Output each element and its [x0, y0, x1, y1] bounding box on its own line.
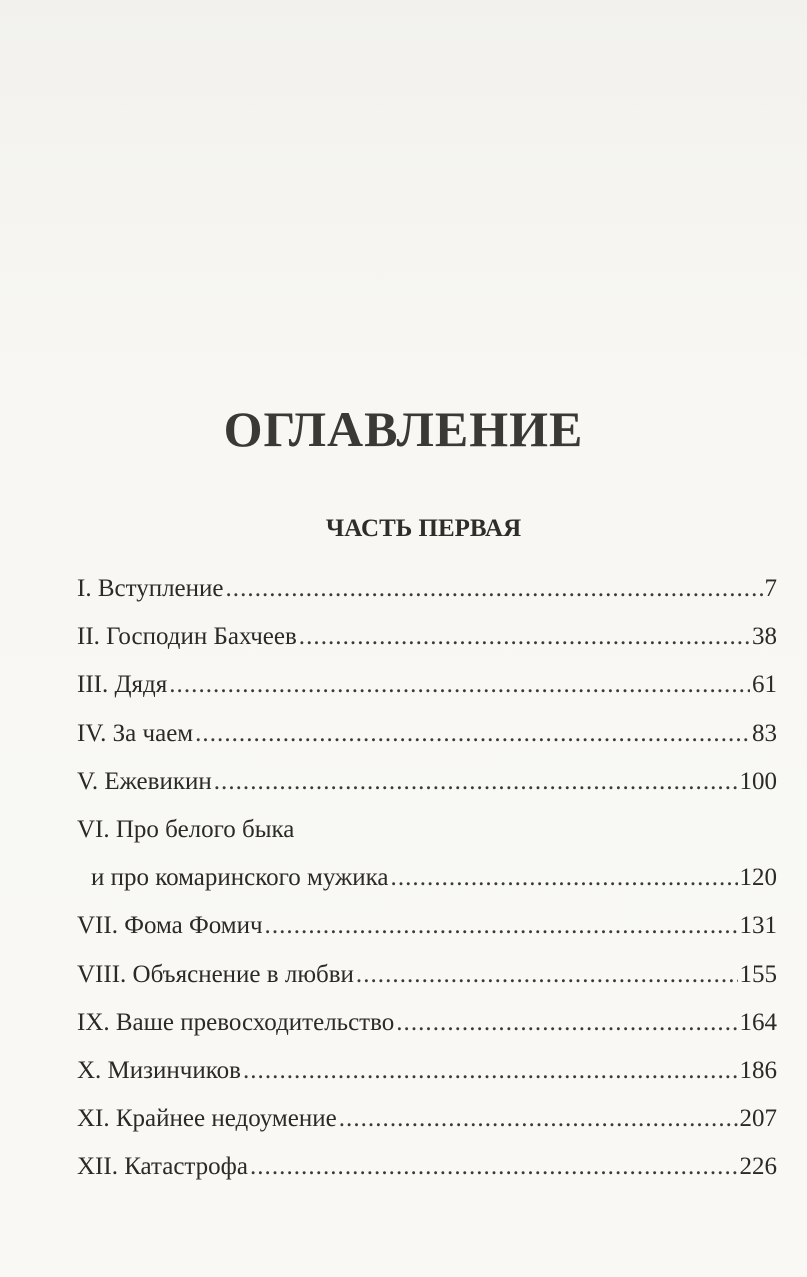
- toc-entry-title: VI. Про белого быка: [77, 815, 295, 843]
- toc-entry: [77, 816, 777, 864]
- toc-entry-title: III. Дядя: [77, 671, 168, 699]
- toc-entry: [77, 912, 777, 960]
- dot-leader: [391, 864, 738, 892]
- toc-entry-continuation: [77, 864, 777, 912]
- toc-entry-page: 83: [752, 719, 777, 747]
- dot-leader: [339, 1105, 738, 1133]
- toc-entry: [77, 1105, 777, 1153]
- dot-leader: [250, 1153, 738, 1181]
- toc-entry-page: 61: [752, 671, 777, 699]
- toc-entry: [77, 1009, 777, 1057]
- toc-entry-title: VIII. Объяснение в любви: [77, 960, 354, 988]
- dot-leader: [226, 575, 763, 603]
- toc-entry: [77, 961, 777, 1009]
- toc-entry: [77, 768, 777, 816]
- dot-leader: [169, 671, 750, 699]
- toc-entry-title: V. Ежевикин: [77, 767, 212, 795]
- toc-entry: [77, 623, 777, 671]
- toc-entry-title: и про комаринского мужика: [91, 864, 389, 892]
- dot-leader: [356, 961, 738, 989]
- part-heading: ЧАСТЬ ПЕРВАЯ: [325, 515, 522, 542]
- toc-entry-page: 155: [739, 960, 777, 988]
- toc-entry-title: IV. За чаем: [77, 719, 194, 747]
- dot-leader: [243, 1057, 738, 1085]
- dot-leader: [299, 623, 750, 651]
- toc-entry-title: IX. Ваше превосходительство: [77, 1008, 395, 1036]
- toc-entry: [77, 1057, 777, 1105]
- toc-entry-title: I. Вступление: [77, 575, 224, 602]
- toc-entry-page: 226: [739, 1153, 777, 1181]
- toc-entry-title: XI. Крайнее недоумение: [77, 1105, 337, 1133]
- toc-entry-page: 164: [739, 1008, 777, 1036]
- dot-leader: [214, 768, 738, 796]
- toc-entry: [77, 575, 777, 623]
- dot-leader: [265, 912, 738, 940]
- toc-entry-page: 131: [739, 912, 777, 940]
- toc-entry-page: 38: [752, 623, 777, 651]
- toc-entry: [77, 720, 777, 768]
- toc-entry-title: VII. Фома Фомич: [77, 912, 263, 940]
- toc-entry-page: 186: [739, 1056, 777, 1084]
- toc-entry-page: 120: [739, 864, 777, 892]
- toc-entry-page: 7: [764, 575, 777, 602]
- dot-leader: [195, 720, 750, 748]
- toc-entry-title: XII. Катастрофа: [77, 1153, 248, 1181]
- table-of-contents: [77, 575, 777, 1201]
- dot-leader: [396, 1009, 737, 1037]
- toc-entry: [77, 1153, 777, 1201]
- toc-entry-title: X. Мизинчиков: [77, 1056, 241, 1084]
- toc-entry-page: 100: [739, 767, 777, 795]
- toc-entry-title: II. Господин Бахчеев: [77, 623, 297, 651]
- toc-entry: [77, 671, 777, 719]
- toc-entry-page: 207: [739, 1105, 777, 1133]
- contents-title: ОГЛАВЛЕНИЕ: [223, 401, 584, 457]
